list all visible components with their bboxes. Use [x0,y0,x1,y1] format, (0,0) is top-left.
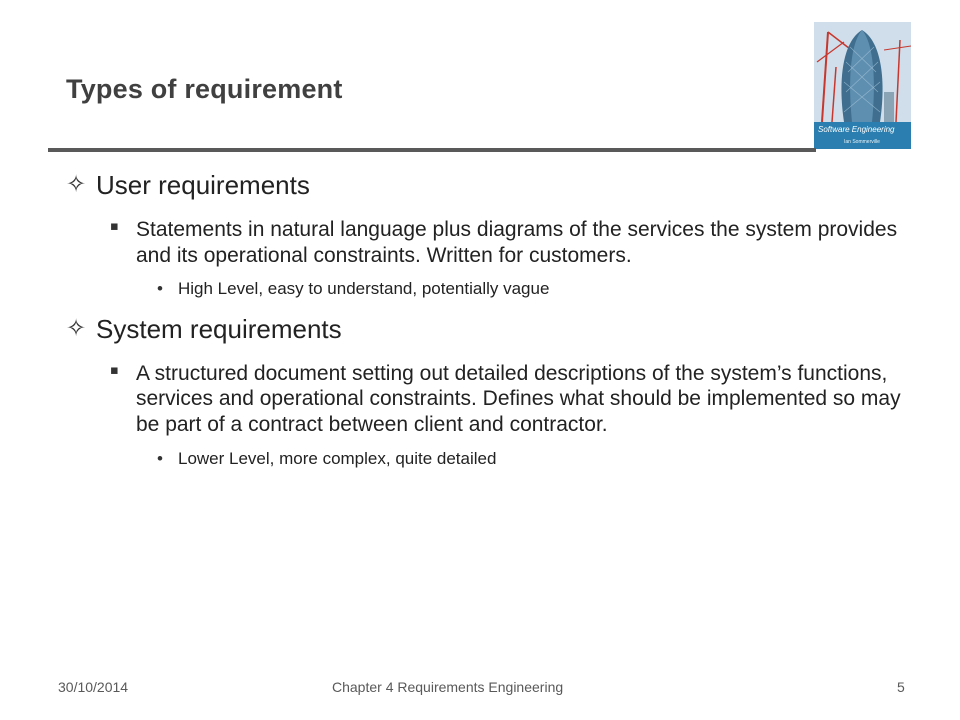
sub-bullet-text: A structured document setting out detailed descriptions of the system’s functions, services and operational constraints. Defines what should be implemented so may be part of a contract between client and contractor. [136,361,901,437]
dot-bullet-icon: • [157,279,163,299]
dot-bullet-icon: • [157,448,163,468]
gherkin-building-illustration [814,22,911,122]
book-cover-image [814,22,911,149]
book-cover-title: Software Engineering [818,125,895,134]
bullet-heading: User requirements [96,170,310,200]
footer-page-number: 5 [897,679,905,695]
bullet-heading: System requirements [96,313,342,344]
bullet-user-requirements [66,170,916,201]
detail-bullet-system-level [66,448,916,469]
detail-bullet-text: Lower Level, more complex, quite detailed [178,448,497,468]
sub-bullet-text: Statements in natural language plus diagrams of the services the system provides and its operational constraints. Written for customers. [136,218,898,267]
sub-bullet-user-statements [66,217,926,268]
square-bullet-icon: ▪ [110,219,119,235]
title-divider [48,148,816,152]
slide-title: Types of requirement [66,74,343,104]
square-bullet-icon: ▪ [110,362,119,378]
detail-bullet-user-level [66,278,916,299]
slide-body [66,170,916,469]
bullet-system-requirements [66,314,916,345]
book-cover-author: Ian Sommerville [844,139,880,145]
star-bullet-icon: ✧ [66,170,87,198]
detail-bullet-text: High Level, easy to understand, potentially vague [178,279,550,299]
footer-date: 30/10/2014 [58,679,129,695]
sub-bullet-system-document [66,361,926,438]
star-bullet-icon: ✧ [66,313,87,342]
footer-chapter: Chapter 4 Requirements Engineering [332,679,564,695]
